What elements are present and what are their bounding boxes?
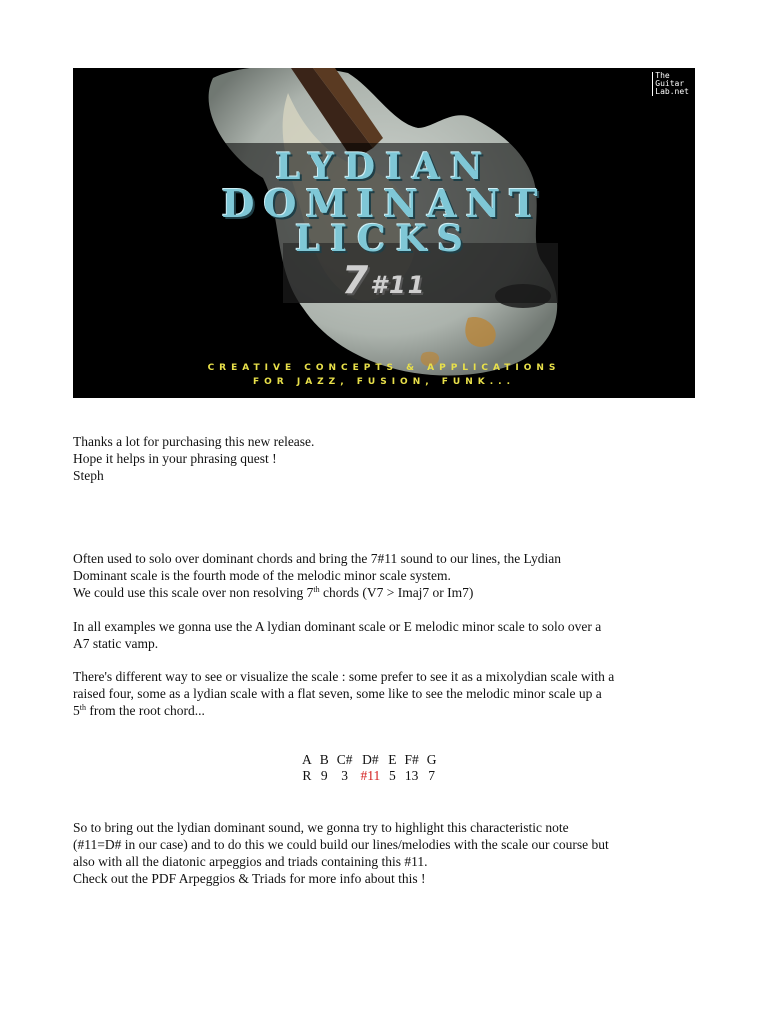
superscript: th (313, 585, 320, 594)
degrees-row (298, 768, 441, 784)
examples-paragraph (73, 618, 703, 652)
note-cell: E (388, 752, 397, 767)
text-line: A7 static vamp. (73, 636, 159, 651)
cover-subtitle (73, 258, 695, 302)
note-cell: D# (362, 752, 379, 767)
intro-line: Thanks a lot for purchasing this new release. (73, 434, 315, 449)
cover-title-line-1: LYDIAN (275, 146, 493, 188)
signature-line: Steph (73, 468, 104, 483)
intro-paragraph (73, 433, 703, 484)
degree-cell: 13 (404, 768, 419, 783)
cover-tagline-1: CREATIVE CONCEPTS & APPLICATIONS (207, 363, 561, 373)
logo-line: The (655, 71, 670, 80)
superscript: th (79, 703, 86, 712)
degree-cell: 5 (389, 768, 396, 783)
cover-banner (73, 68, 695, 398)
text-line: Check out the PDF Arpeggios & Triads for more info about this ! (73, 871, 426, 886)
highlight-paragraph (73, 819, 703, 887)
text-line (73, 702, 703, 719)
degree-cell: 7 (428, 768, 436, 783)
text-line: So to bring out the lydian dominant sound, we gonna try to highlight this characteristic note (73, 820, 569, 835)
cover-title-line-3: LICKS (294, 218, 474, 260)
note-cell: B (319, 752, 329, 767)
subtitle-small: #11 (370, 271, 427, 299)
text-line (73, 584, 703, 601)
text-fragment: We could use this scale over non resolving 7 (73, 585, 314, 600)
highlighted-degree-cell: #11 (360, 768, 381, 783)
logo-line: Lab.net (655, 87, 689, 96)
text-line: also with all the diatonic arpeggios and triads containing this #11. (73, 854, 428, 869)
text-fragment: 5 (73, 703, 80, 718)
scale-description-paragraph (73, 550, 703, 601)
text-fragment: from the root chord... (85, 703, 205, 718)
note-cell: F# (404, 752, 419, 767)
degree-cell: 3 (341, 768, 349, 783)
cover-tagline-2: FOR JAZZ, FUSION, FUNK... (252, 377, 516, 387)
note-cell: G (426, 752, 437, 767)
logo-line: Guitar (655, 79, 685, 88)
text-line: There's different way to see or visualize the scale : some prefer to see it as a mixolydian scale with a (73, 669, 615, 684)
degree-cell: R (302, 768, 312, 783)
degree-cell: 9 (320, 768, 328, 783)
text-line: In all examples we gonna use the A lydian dominant scale or E melodic minor scale to solo over a (73, 619, 602, 634)
intro-line: Hope it helps in your phrasing quest ! (73, 451, 277, 466)
text-fragment: chords (V7 > Imaj7 or Im7) (319, 585, 474, 600)
site-logo (652, 72, 689, 96)
notes-row (298, 752, 441, 768)
text-line: raised four, some as a lydian scale with a flat seven, some like to see the melodic minor scale up a (73, 686, 602, 701)
text-line: Often used to solo over dominant chords and bring the 7#11 sound to our lines, the Lydian (73, 551, 562, 566)
subtitle-main: 7 (341, 258, 371, 302)
text-line: Dominant scale is the fourth mode of the melodic minor scale system. (73, 568, 451, 583)
cover-title-line-2: DOMINANT (221, 181, 547, 226)
note-cell: A (302, 752, 312, 767)
visualize-paragraph (73, 668, 703, 719)
note-cell: C# (336, 752, 353, 767)
scale-notes-table (298, 752, 441, 784)
text-line: (#11=D# in our case) and to do this we could build our lines/melodies with the scale our course but (73, 837, 609, 852)
